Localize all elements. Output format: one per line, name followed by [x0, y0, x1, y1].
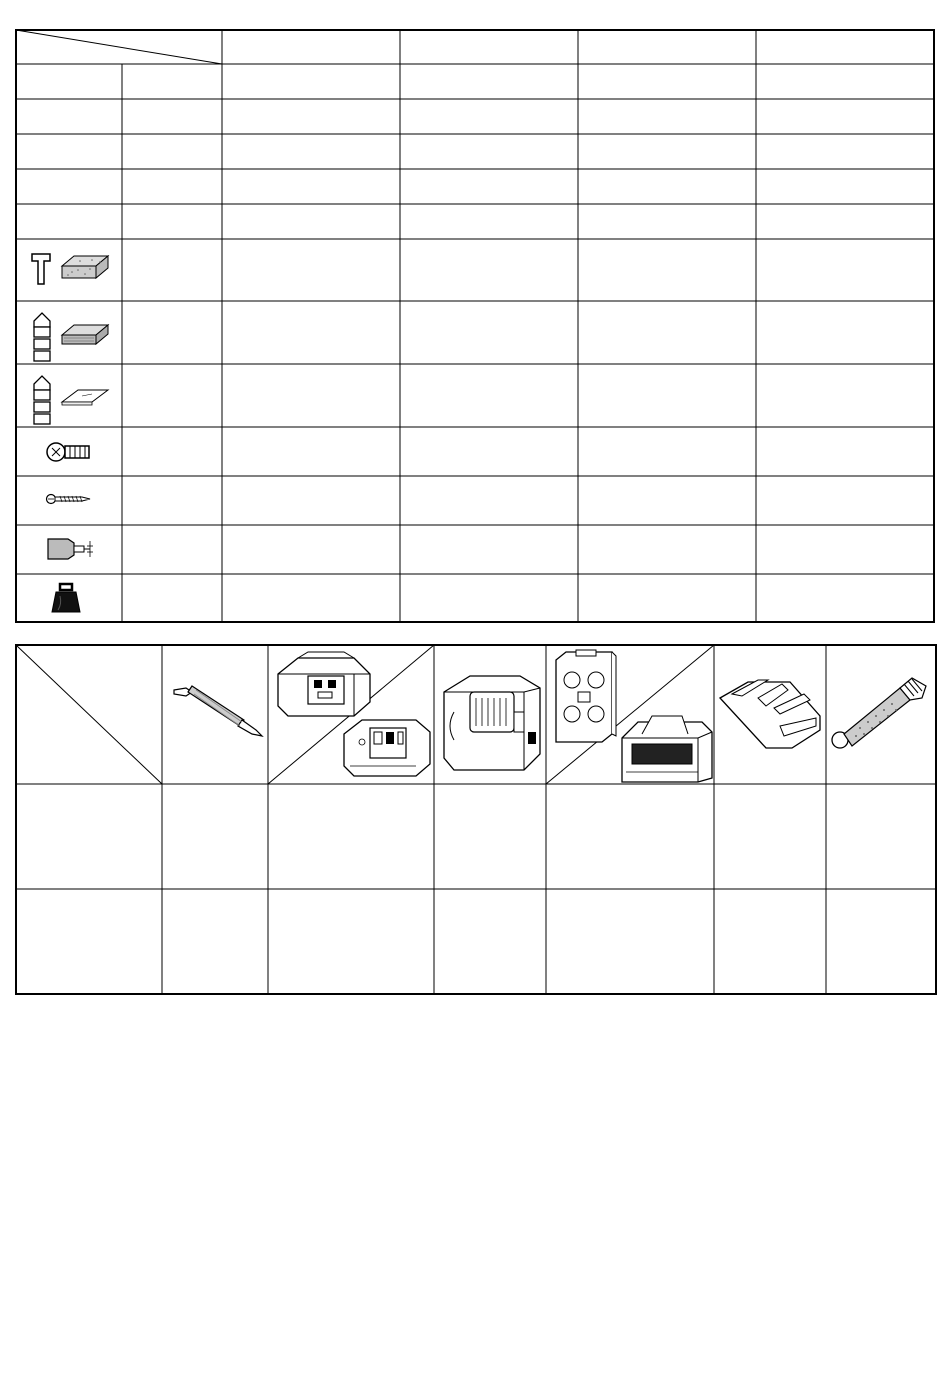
wood-screw-icon	[47, 495, 91, 504]
accessories-header-diagonal	[16, 645, 162, 784]
spec-header-diagonal	[16, 30, 222, 64]
machine-screw-icon	[47, 443, 89, 461]
carrying-case-icon	[556, 650, 712, 782]
spec-table-border	[16, 30, 934, 622]
drill-wood-icon	[34, 313, 108, 361]
battery-charger-icon	[278, 652, 430, 776]
spec-table	[16, 30, 934, 622]
drill-metal-sheet-icon	[34, 376, 108, 424]
side-handle-icon	[832, 678, 926, 748]
driver-bit-icon	[174, 686, 262, 736]
chuck-capacity-icon	[48, 539, 93, 559]
battery-pack-icon	[444, 676, 540, 770]
hammer-concrete-icon	[32, 254, 108, 284]
weight-icon	[52, 584, 80, 612]
battery-cover-icon	[720, 680, 820, 748]
